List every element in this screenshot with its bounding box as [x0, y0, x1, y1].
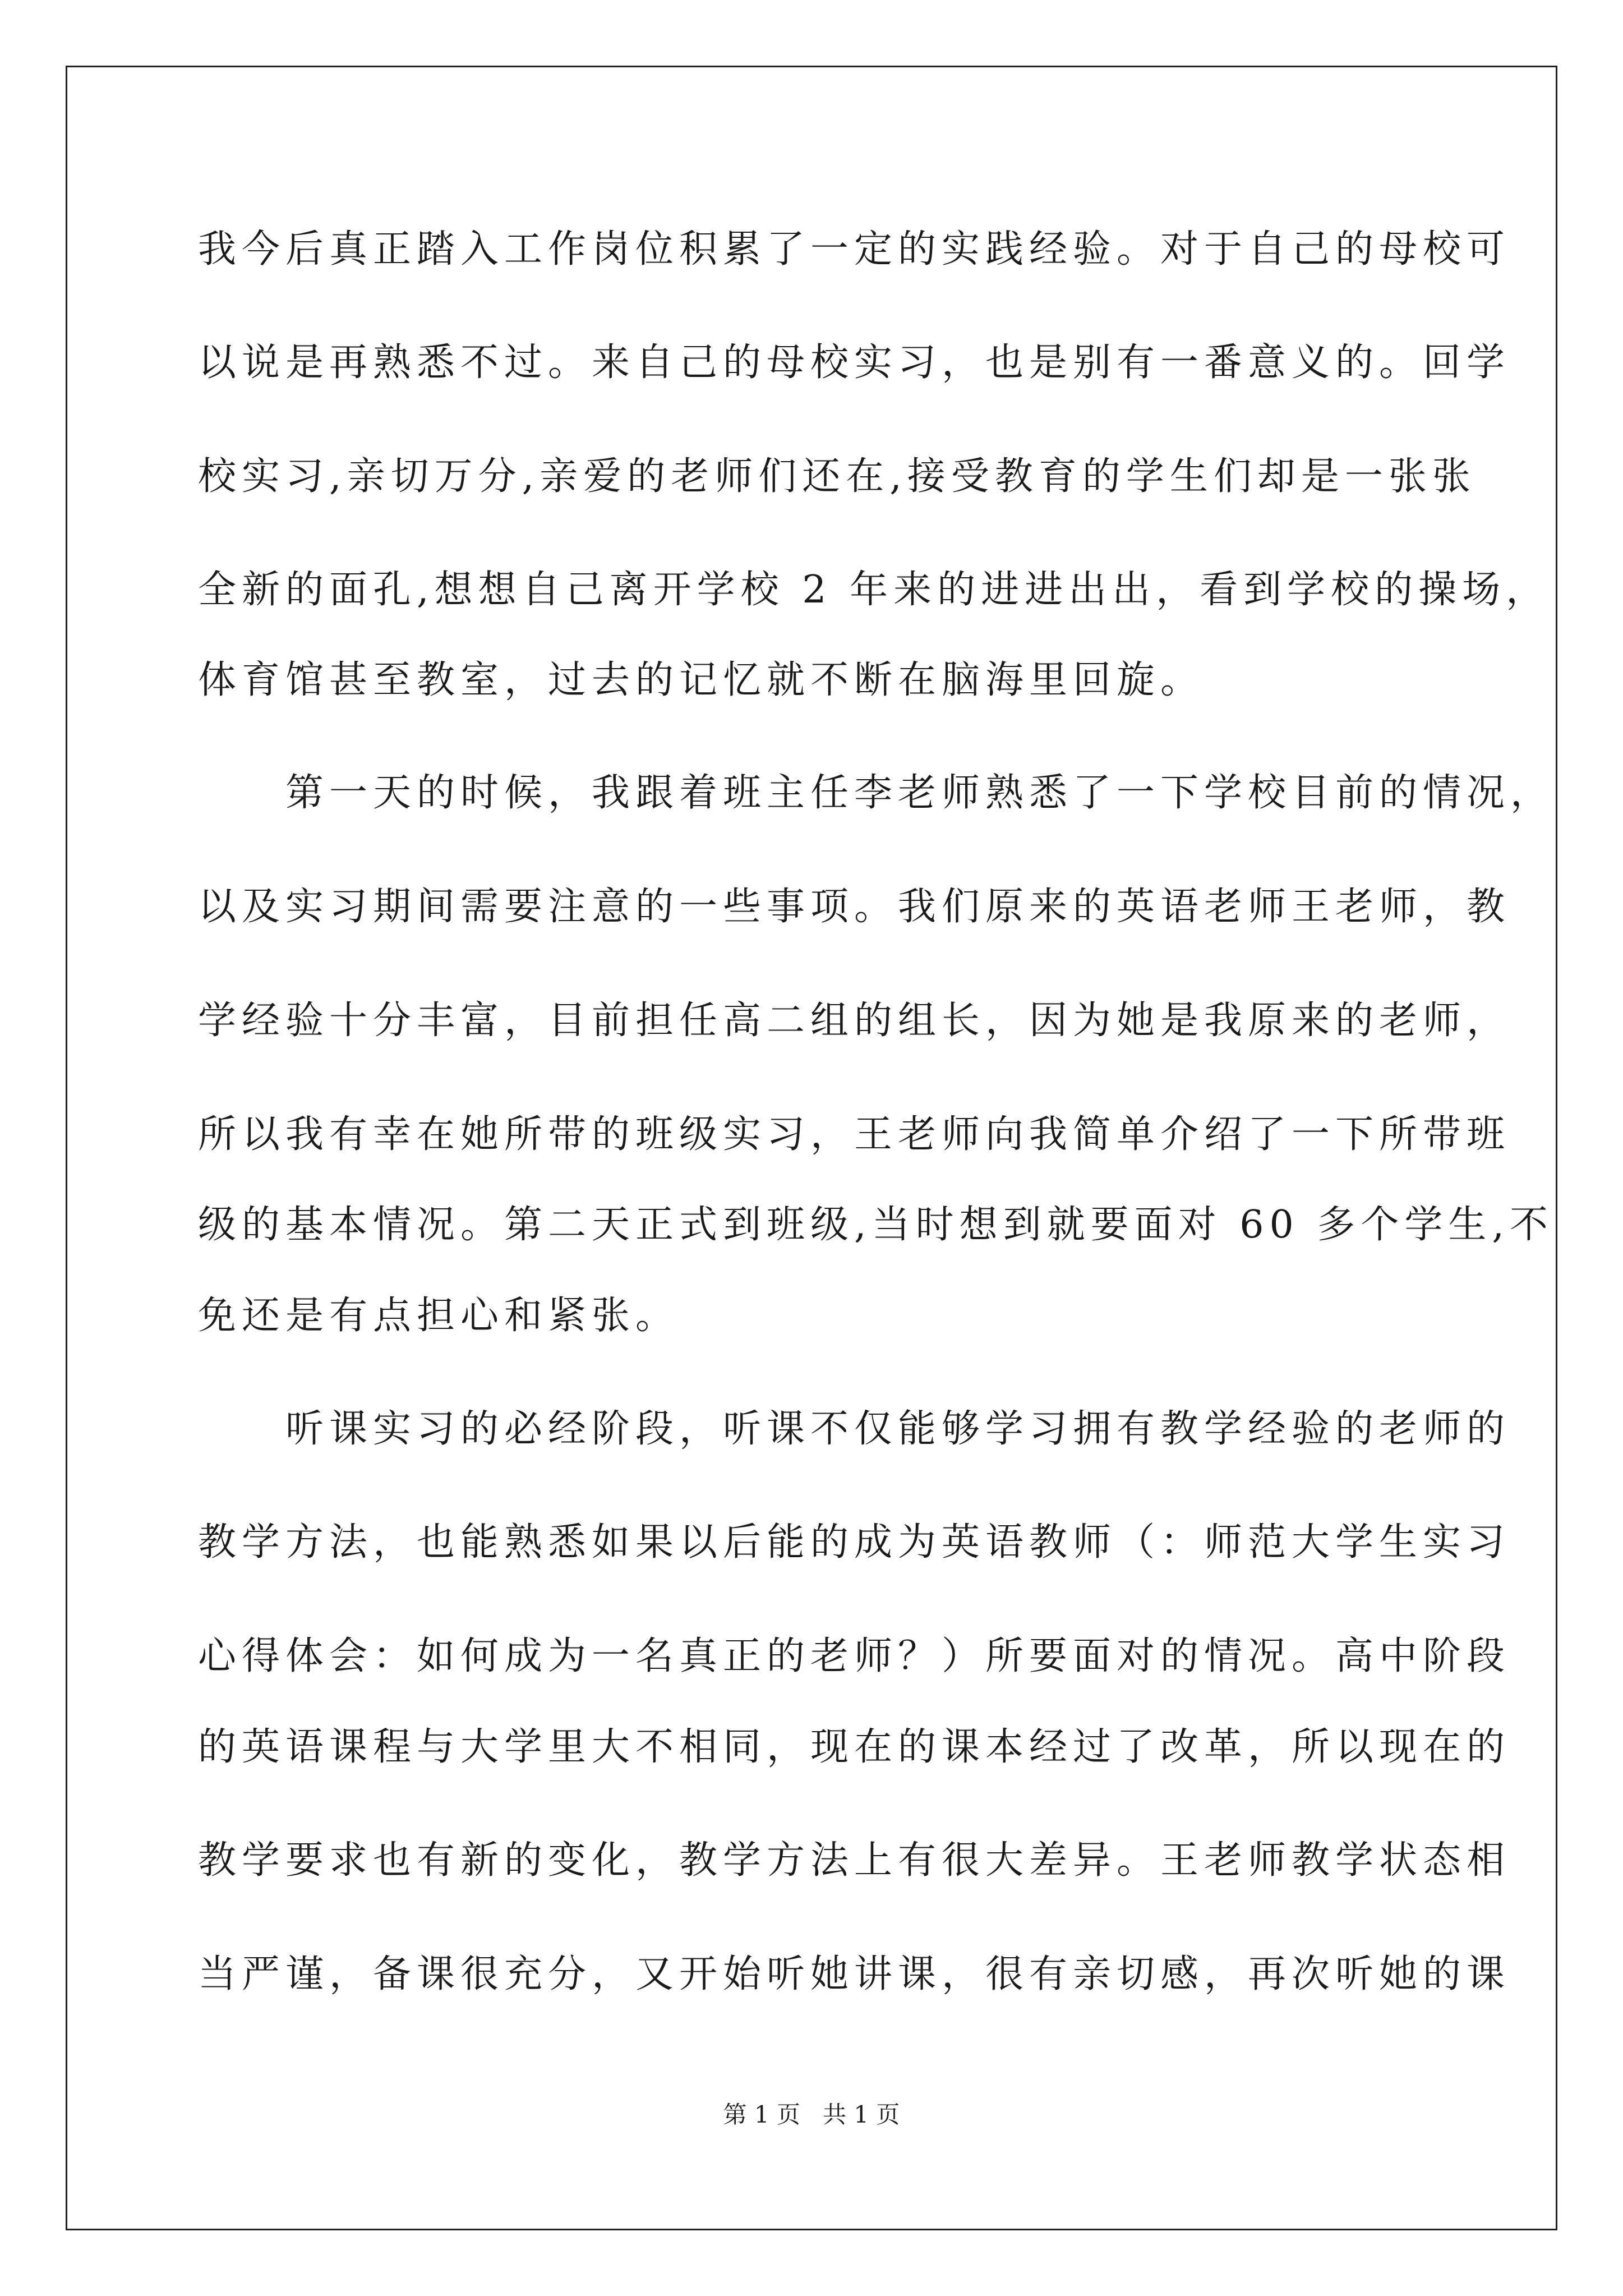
text-line: 级的基本情况。第二天正式到班级,当时想到就要面对 60 多个学生,不 [198, 1203, 1553, 1247]
text-line: 免还是有点担心和紧张。 [198, 1294, 680, 1338]
text-line: 当严谨，备课很充分，又开始听她讲课，很有亲切感，再次听她的课 [198, 1952, 1511, 1996]
text-line: 以及实习期间需要注意的一些事项。我们原来的英语老师王老师，教 [198, 885, 1511, 929]
text-line: 校实习,亲切万分,亲爱的老师们还在,接受教育的学生们却是一张张 [198, 454, 1476, 499]
text-line: 学经验十分丰富，目前担任高二组的组长，因为她是我原来的老师， [198, 999, 1511, 1043]
text-line: 以说是再熟悉不过。来自己的母校实习，也是别有一番意义的。回学 [198, 341, 1511, 385]
text-line: 教学方法，也能熟悉如果以后能的成为英语教师（：师范大学生实习 [198, 1520, 1511, 1565]
page-number: 第 1 页 [723, 2101, 800, 2128]
page-total: 共 1 页 [823, 2101, 900, 2128]
text-line: 我今后真正踏入工作岗位积累了一定的实践经验。对于自己的母校可 [198, 227, 1511, 272]
text-line: 的英语课程与大学里大不相同，现在的课本经过了改革，所以现在的 [198, 1725, 1511, 1769]
text-line: 心得体会：如何成为一名真正的老师？）所要面对的情况。高中阶段 [198, 1634, 1511, 1678]
text-line: 第一天的时候，我跟着班主任李老师熟悉了一下学校目前的情况， [198, 771, 1555, 815]
text-line: 所以我有幸在她所带的班级实习，王老师向我简单介绍了一下所带班 [198, 1112, 1511, 1157]
text-line: 听课实习的必经阶段，听课不仅能够学习拥有教学经验的老师的 [198, 1407, 1511, 1451]
page-footer [0, 2101, 1623, 2129]
text-line: 教学要求也有新的变化，教学方法上有很大差异。王老师教学状态相 [198, 1838, 1511, 1883]
text-line: 体育馆甚至教室，过去的记忆就不断在脑海里回旋。 [198, 658, 1205, 702]
text-line: 全新的面孔,想想自己离开学校 2 年来的进进出出，看到学校的操场， [198, 568, 1550, 612]
